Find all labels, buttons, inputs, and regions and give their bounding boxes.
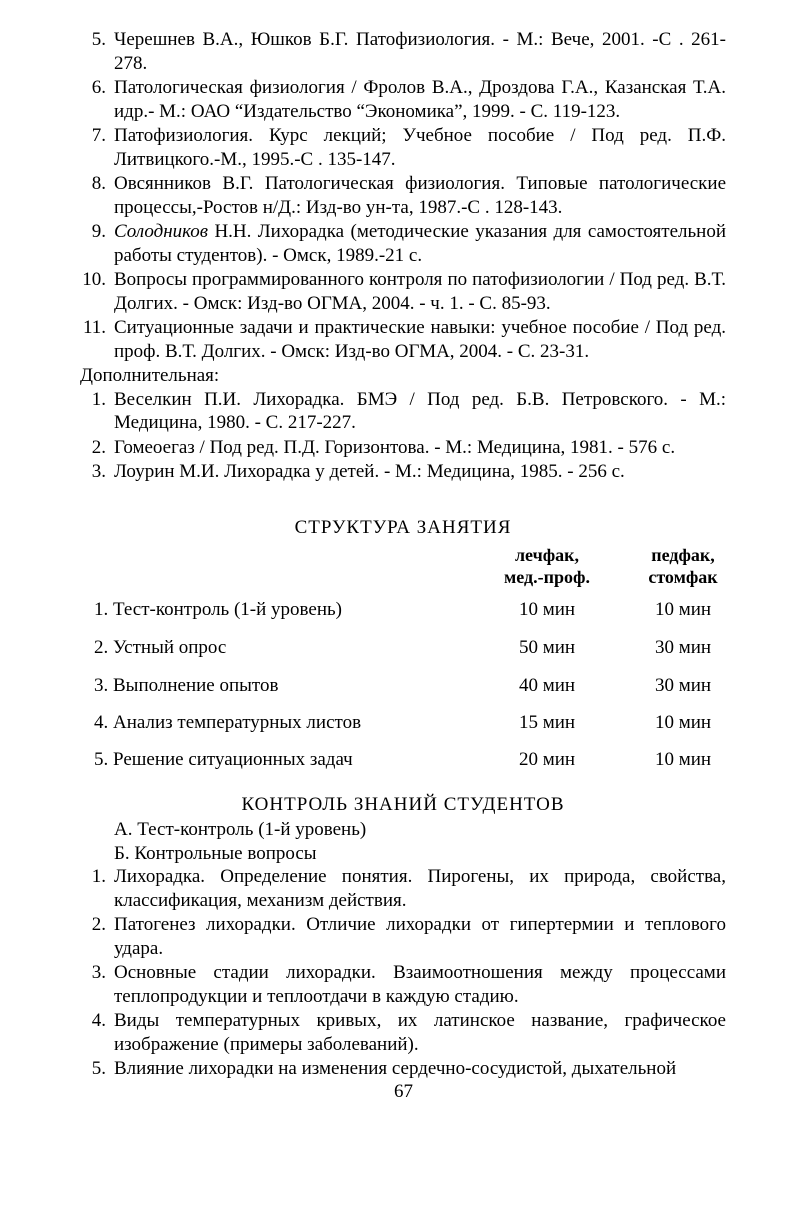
question-item: 1. Лихорадка. Определение понятия. Пирогены, их природа, свойства, классификация, механизм действия.	[91, 866, 726, 911]
control-sub-b: Б. Контрольные вопросы	[114, 842, 317, 864]
column-header-lechfak: лечфак, мед.-проф.	[504, 545, 590, 587]
literature-item: 6. Патологическая физиология / Фролов В.А., Дроздова Г.А., Казанская Т.А. идр.- М.: ОАО “Издательство “Экономика”, 1999. - С. 119-123.	[91, 77, 726, 122]
literature-item: 7. Патофизиология. Курс лекций; Учебное пособие / Под ред. П.Ф. Литвицкого.-М., 1995.-С . 135-147.	[91, 125, 726, 170]
control-section	[80, 818, 726, 1082]
literature-item: 5. Черешнев В.А., Юшков Б.Г. Патофизиология. - М.: Вече, 2001. -С . 261-278.	[91, 29, 726, 74]
literature-item: 8. Овсянников В.Г. Патологическая физиология. Типовые патологические процессы,-Ростов н/Д.: Изд-во ун-та, 1987.-С . 128-143.	[91, 173, 726, 218]
literature-item: 3. Лоурин М.И. Лихорадка у детей. - М.: Медицина, 1985. - 256 с.	[91, 461, 625, 482]
structure-table	[80, 544, 726, 784]
question-item: 4. Виды температурных кривых, их латинское название, графическое изображение (примеры заболеваний).	[91, 1010, 726, 1055]
literature-item: 1. Веселкин П.И. Лихорадка. БМЭ / Под ред. Б.В. Петровского. - М.: Медицина, 1980. - С. 217-227.	[91, 388, 726, 433]
literature-item: 2. Гомеоегаз / Под ред. П.Д. Горизонтова. - М.: Медицина, 1981. - 576 с.	[91, 436, 676, 458]
table-row: 1. Тест-контроль (1-й уровень) 10 мин 10 мин	[94, 599, 712, 620]
literature-item: 9. Солодников Н.Н. Лихорадка (методические указания для самостоятельной работы студентов). - Омск, 1989.-21 с.	[91, 221, 726, 266]
question-item: 2. Патогенез лихорадки. Отличие лихорадки от гипертермии и теплового удара.	[91, 914, 726, 959]
literature-item: 11. Ситуационные задачи и практические навыки: учебное пособие / Под ред. проф. В.Т. Долгих. - Омск: Изд-во ОГМА, 2004. - С. 23-31.	[82, 317, 726, 362]
author-italic: Солодников	[114, 221, 209, 242]
literature-additional-list	[80, 388, 726, 484]
literature-item: 10. Вопросы программированного контроля по патофизиологии / Под ред. В.Т. Долгих. - Омск: Изд-во ОГМА, 2004. - ч. 1. - С. 85-93.	[82, 269, 726, 314]
table-row: 3. Выполнение опытов 40 мин 30 мин	[94, 675, 712, 696]
control-questions-list	[80, 865, 726, 1081]
control-sub-a: А. Тест-контроль (1-й уровень)	[114, 819, 367, 840]
column-header-pedfak: педфак, стомфак	[648, 545, 718, 587]
page-number: 67	[394, 1081, 413, 1102]
additional-label: Дополнительная:	[80, 365, 220, 386]
literature-main-list	[80, 28, 726, 485]
question-item: 3. Основные стадии лихорадки. Взаимоотношения между процессами теплопродукции и теплоотдачи в каждую стадию.	[91, 962, 726, 1007]
question-item: 5. Влияние лихорадки на изменения сердечно-сосудистой, дыхательной	[91, 1058, 677, 1079]
table-row: 5. Решение ситуационных задач 20 мин 10 мин	[94, 749, 712, 770]
structure-title: СТРУКТУРА ЗАНЯТИЯ	[294, 517, 512, 538]
table-row: 4. Анализ температурных листов 15 мин 10 мин	[94, 712, 712, 733]
table-row: 2. Устный опрос 50 мин 30 мин	[94, 637, 712, 658]
control-title: КОНТРОЛЬ ЗНАНИЙ СТУДЕНТОВ	[241, 794, 565, 815]
